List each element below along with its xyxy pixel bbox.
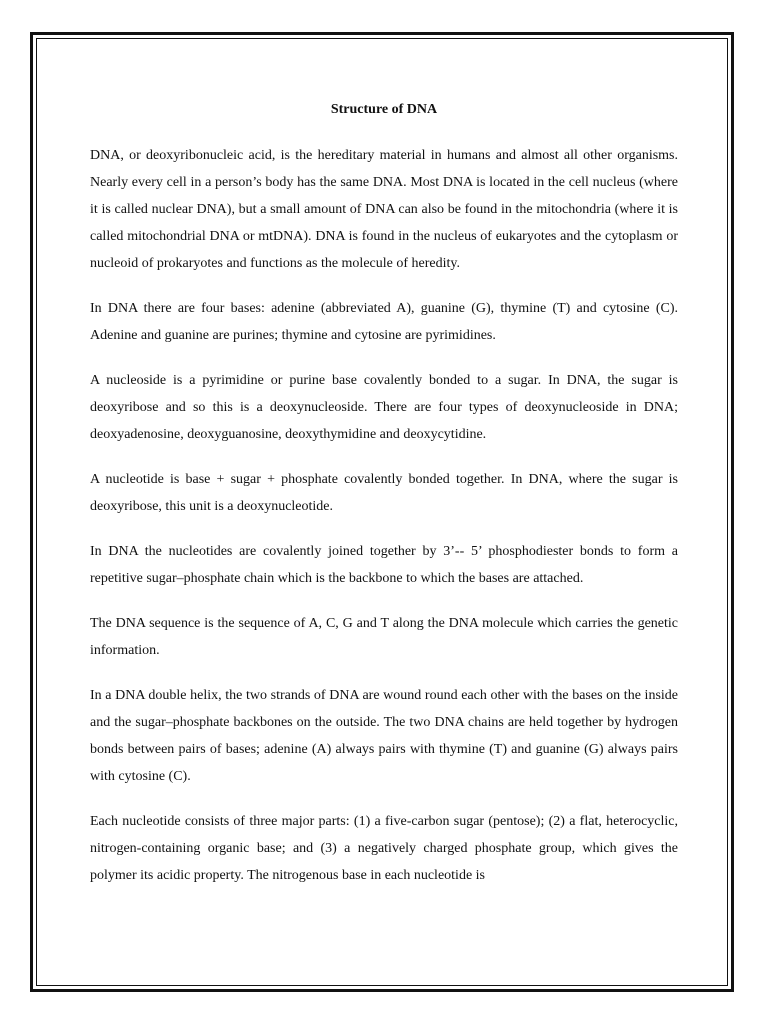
document-body	[90, 98, 678, 907]
document-title: Structure of DNA	[330, 102, 438, 117]
paragraph-nucleoside: A nucleoside is a pyrimidine or purine base covalently bonded to a sugar. In DNA, the sugar is deoxyribose and so this is a deoxynucleoside. There are four types of deoxynucleoside in DNA; deoxyadenosine, deoxyguanosine, deoxythymidine and deoxycytidine.	[90, 373, 678, 442]
paragraph-sequence: The DNA sequence is the sequence of A, C, G and T along the DNA molecule which carries the genetic information.	[90, 616, 678, 658]
paragraph-nucleotide: A nucleotide is base + sugar + phosphate covalently bonded together. In DNA, where the sugar is deoxyribose, this unit is a deoxynucleotide.	[90, 472, 678, 514]
paragraph-dna-definition: DNA, or deoxyribonucleic acid, is the hereditary material in humans and almost all other organisms. Nearly every cell in a person’s body has the same DNA. Most DNA is located in the cell nucleus (where it is called nuclear DNA), but a small amount of DNA can also be found in the mitochondria (where it is called mitochondrial DNA or mtDNA). DNA is found in the nucleus of eukaryotes and the cytoplasm or nucleoid of prokaryotes and functions as the molecule of heredity.	[90, 148, 678, 271]
paragraph-phosphodiester: In DNA the nucleotides are covalently joined together by 3’-- 5’ phosphodiester bonds to form a repetitive sugar–phosphate chain which is the backbone to which the bases are attached.	[90, 544, 678, 586]
paragraph-nucleotide-parts: Each nucleotide consists of three major parts: (1) a five-carbon sugar (pentose); (2) a flat, heterocyclic, nitrogen-containing organic base; and (3) a negatively charged phosphate group, which gives the polymer its acidic property. The nitrogenous base in each nucleotide is	[90, 814, 678, 883]
paragraph-bases: In DNA there are four bases: adenine (abbreviated A), guanine (G), thymine (T) and cytosine (C). Adenine and guanine are purines; thymine and cytosine are pyrimidines.	[90, 301, 678, 343]
paragraph-double-helix: In a DNA double helix, the two strands of DNA are wound round each other with the bases on the inside and the sugar–phosphate backbones on the outside. The two DNA chains are held together by hydrogen bonds between pairs of bases; adenine (A) always pairs with thymine (T) and guanine (G) always pairs with cytosine (C).	[90, 688, 678, 784]
